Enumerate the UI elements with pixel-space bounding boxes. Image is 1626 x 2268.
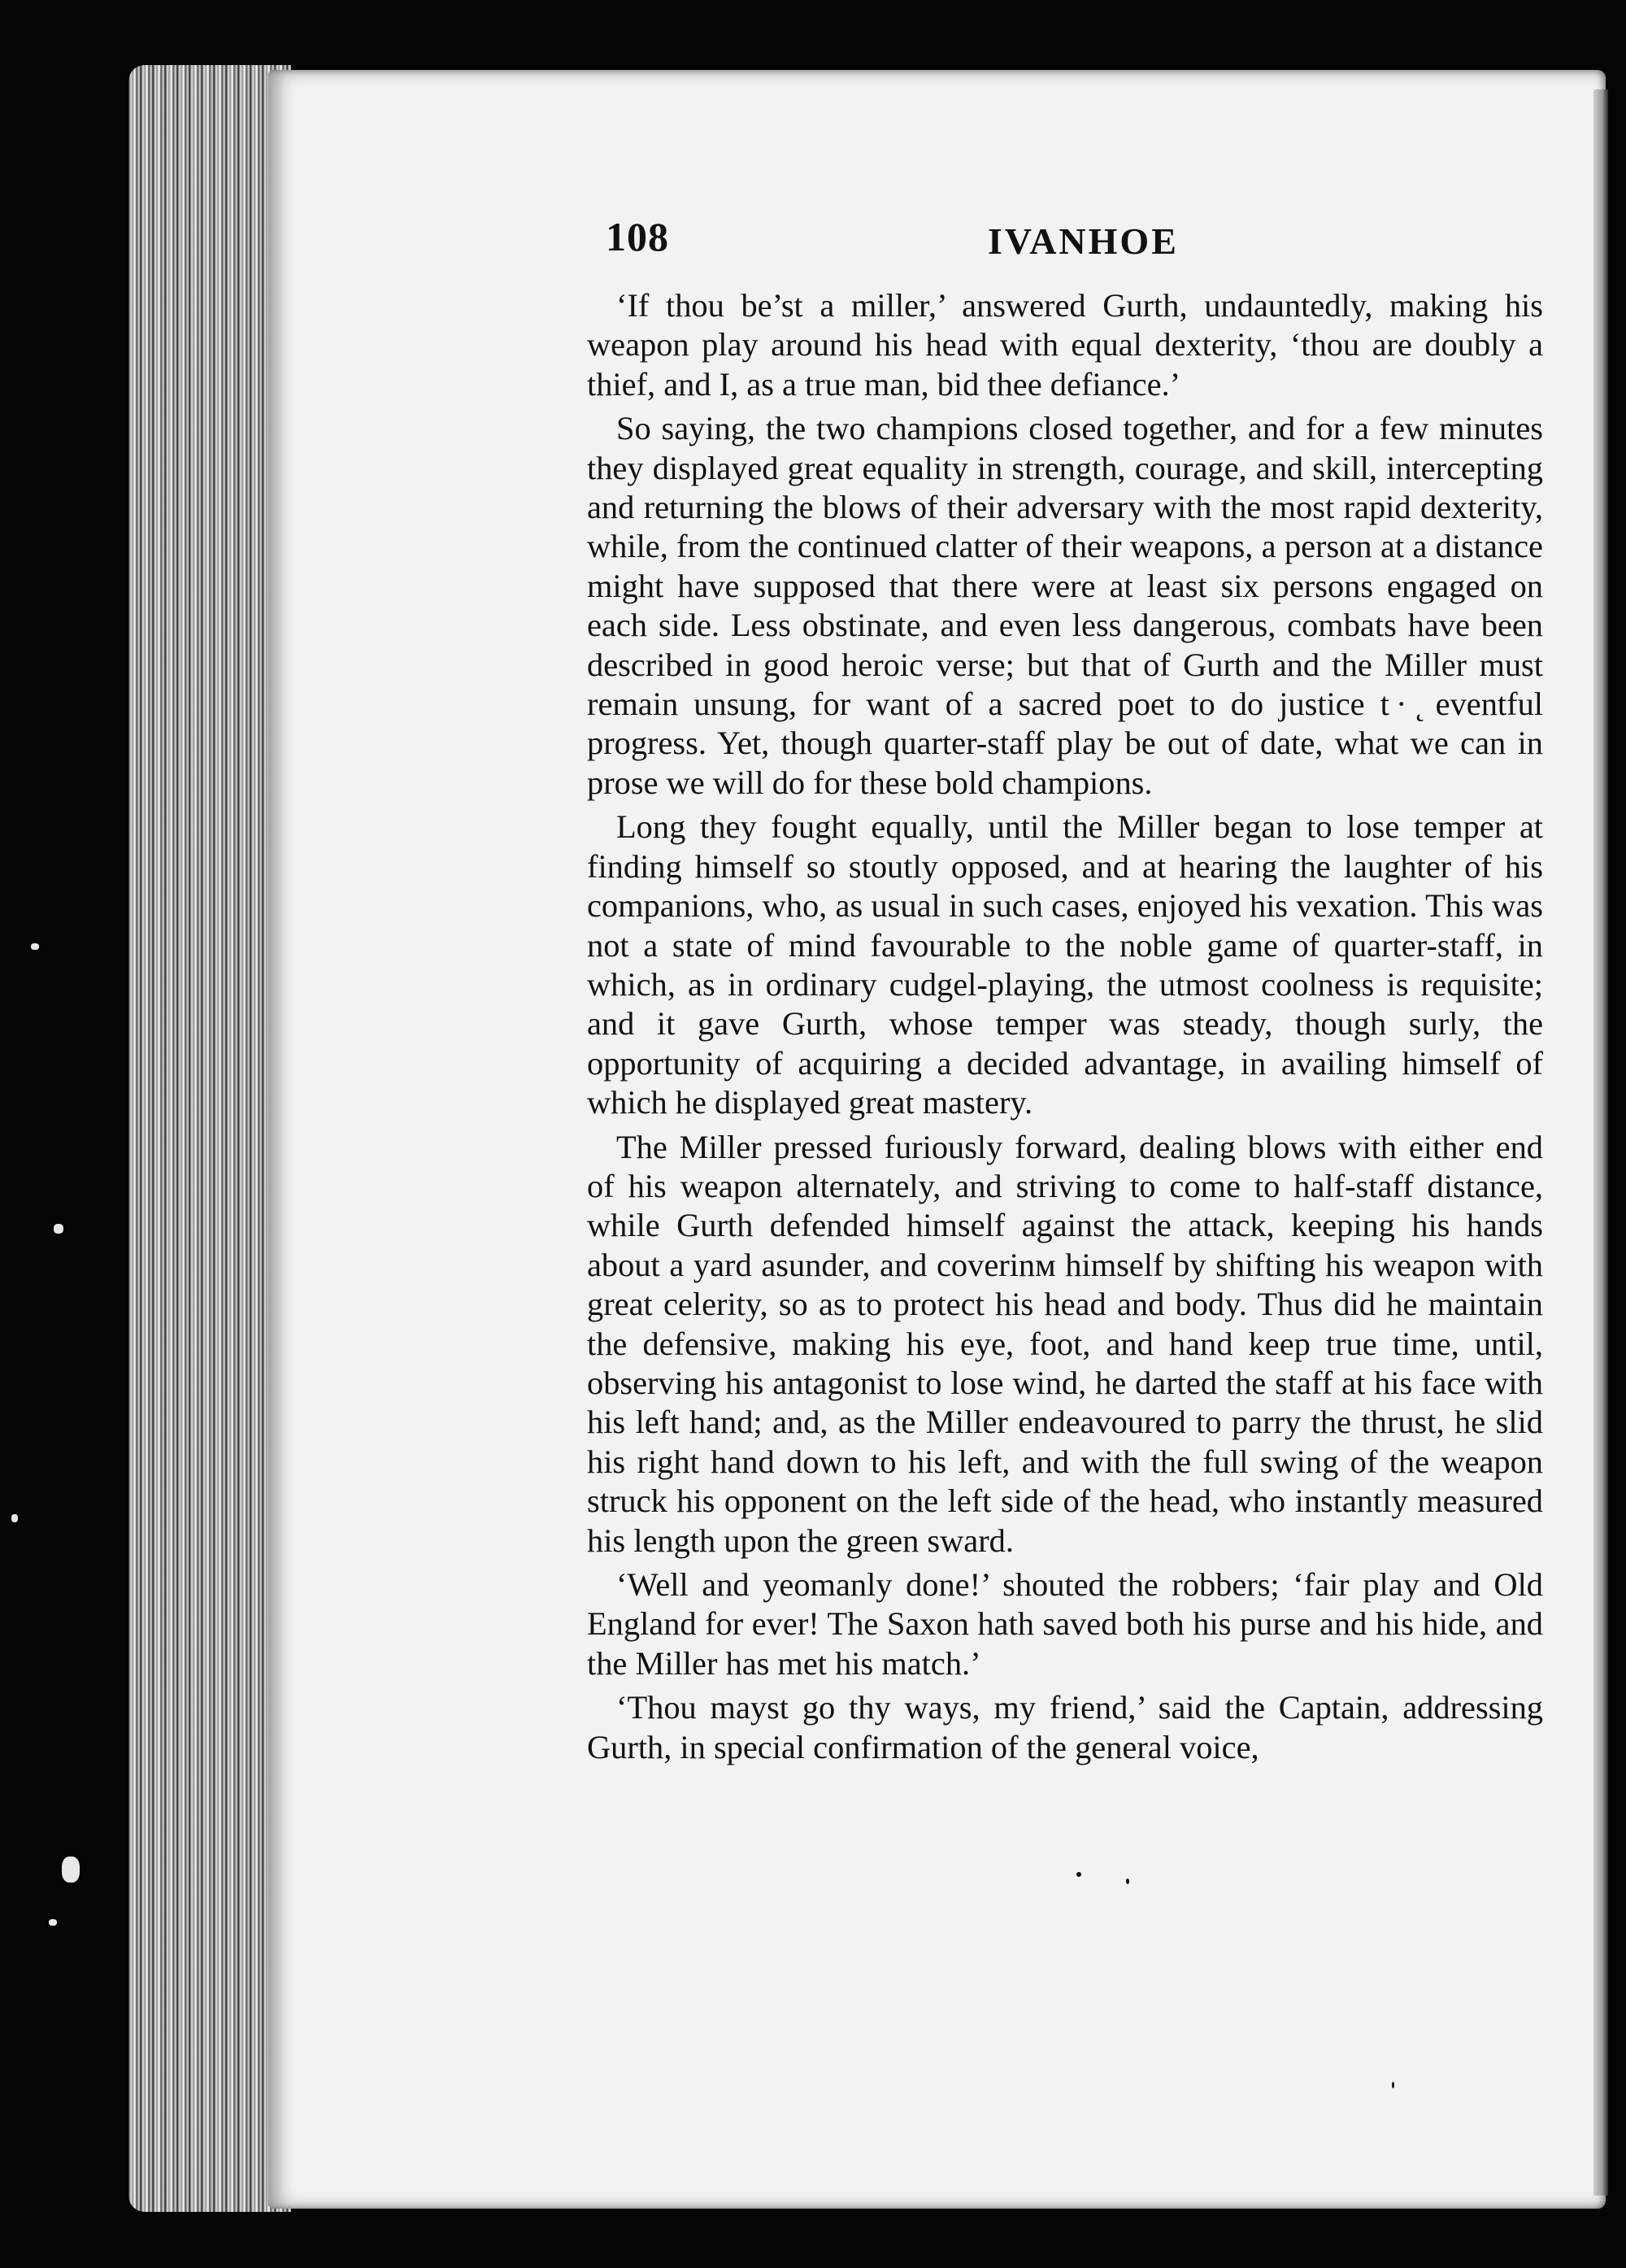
ink-speck xyxy=(1126,1878,1129,1884)
running-title: IVANHOE xyxy=(988,220,1179,262)
page-number: 108 xyxy=(606,214,669,259)
page-edges-stack xyxy=(128,65,291,2212)
scan-speck xyxy=(62,1857,80,1883)
paragraph: Long they fought equally, until the Miller began to lose temper at finding himself so stoutly opposed, and at hearing the laughter of his companions, who, as usual in such cases, enjoyed his vexation. This was not a state of mind favourable to the noble game of quarter-staff, in which, as in ordinary cudgel-playing, the utmost coolness is requisite; and it gave Gurth, whose temper was steady, though surly, the opportunity of acquiring a decided advantage, in availing himself of which he displayed great mastery. xyxy=(587,808,1543,1121)
paragraph: ‘Well and yeomanly done!’ shouted the robbers; ‘fair play and Old England for ever! The Saxon hath saved both his purse and his hide, and the Miller has met his match.’ xyxy=(587,1566,1543,1682)
page-right-edge xyxy=(1593,89,1608,2196)
paragraph: ‘Thou mayst go thy ways, my friend,’ said the Captain, addressing Gurth, in special confirmation of the general voice, xyxy=(587,1689,1543,1765)
paragraph: The Miller pressed furiously forward, dealing blows with either end of his weapon alternately, and striving to come to half-staff distance, while Gurth defended himself against the attack, keeping his hands about a yard asunder, and coverin⁠ᴍ himself by shifting his weapon with great celerity, so as to protect his head and body. Thus did he maintain the defensive, making his eye, foot, and hand keep true time, until, observing his antagonist to lose wind, he darted the staff at his face with his left hand; and, as the Miller endeavoured to parry the thrust, he slid his right hand down to his left, and with the full swing of the weapon struck his opponent on the left side of the head, who instantly measured his length upon the green sward. xyxy=(587,1128,1543,1559)
scan-speck xyxy=(11,1514,18,1522)
scan-speck xyxy=(49,1919,57,1926)
scan-speck xyxy=(54,1224,63,1234)
ink-speck xyxy=(1392,2082,1394,2088)
running-head xyxy=(606,213,1500,270)
paragraph: So saying, the two champions closed together, and for a few minutes they displayed great equality in strength, courage, and skill, intercepting and returning the blows of their adversary with the most rapid dexterity, while, from the continued clatter of their weapons, a person at a distance might have supposed that there were at least six persons engaged on each side. Less obstinate, and even less dangerous, combats have been described in good heroic verse; but that of Gurth and the Miller must remain unsung, for want of a sacred poet to do justice t · ̨ eventful progress. Yet, though quarter-staff play be out of date, what we can in prose we will do for these bold champions. xyxy=(587,410,1543,801)
scan-speck xyxy=(31,943,39,950)
body-text xyxy=(587,286,1543,1864)
ink-speck xyxy=(1076,1872,1081,1877)
paragraph: ‘If thou be’st a miller,’ answered Gurth, undauntedly, making his weapon play around his head with equal dexterity, ‘thou are doubly a thief, and I, as a true man, bid thee defiance.’ xyxy=(587,287,1543,403)
